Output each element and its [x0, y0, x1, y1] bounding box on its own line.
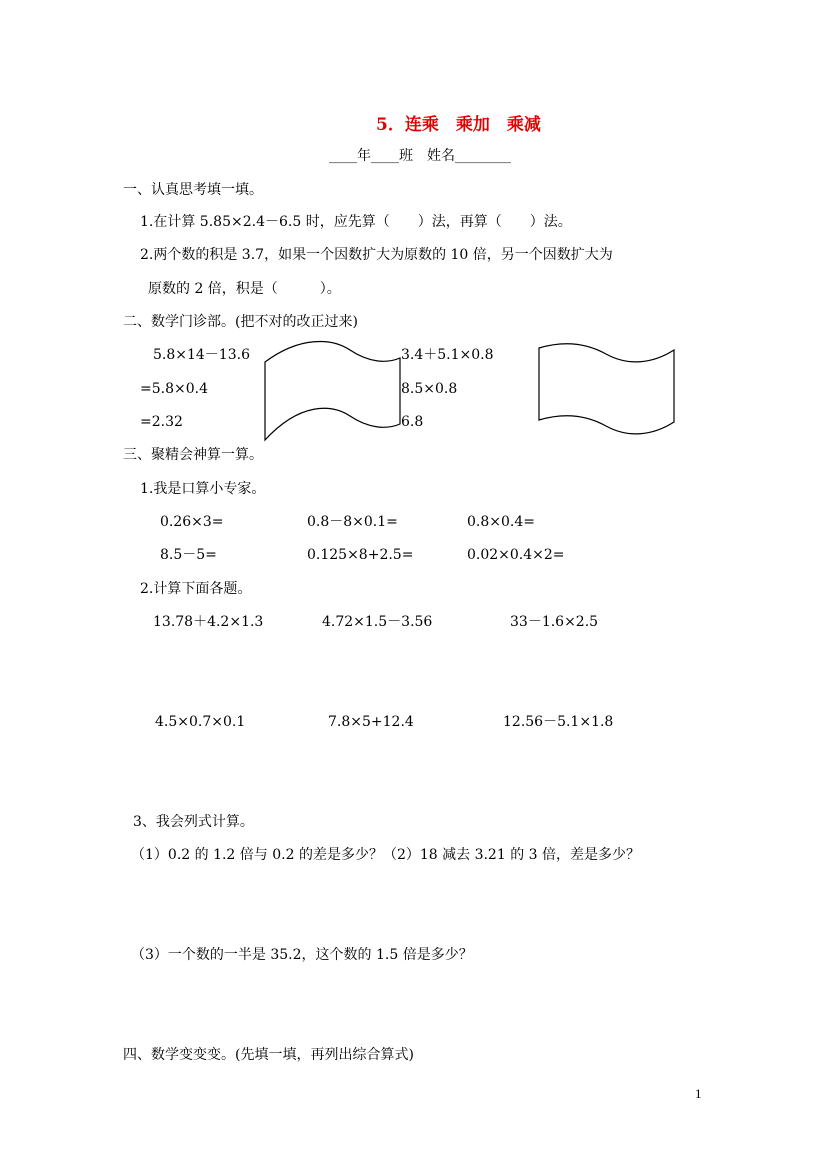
question-1-2-line2: 原数的 2 倍，积是（ ）。	[148, 281, 341, 297]
correction-box-left	[262, 340, 407, 446]
correction-box-right	[536, 340, 679, 440]
error-calc-left-line3: =2.32	[140, 414, 183, 430]
class-name-line: ____年____班 姓名________	[329, 148, 511, 164]
calc-heading: 2.计算下面各题。	[140, 581, 252, 597]
word-problem-heading: 3、我会列式计算。	[133, 814, 254, 830]
oral-problem: 0.125×8+2.5=	[307, 547, 414, 563]
calc-problem: 33－1.6×2.5	[510, 614, 599, 630]
oral-problem: 0.8－8×0.1=	[307, 514, 398, 530]
error-calc-left-line1: 5.8×14－13.6	[153, 347, 250, 363]
page-number: 1	[695, 1086, 702, 1101]
error-calc-right-line2: 8.5×0.8	[401, 381, 458, 397]
calc-problem: 4.5×0.7×0.1	[155, 714, 246, 730]
oral-problem: 8.5－5=	[160, 547, 217, 563]
section-3-heading: 三、聚精会神算一算。	[123, 447, 263, 463]
oral-calc-heading: 1.我是口算小专家。	[140, 481, 266, 497]
error-calc-right-line3: 6.8	[401, 414, 424, 430]
error-calc-left-line2: =5.8×0.4	[140, 381, 208, 397]
question-1-2-line1: 2.两个数的积是 3.7，如果一个因数扩大为原数的 10 倍，另一个因数扩大为	[140, 247, 613, 263]
calc-problem: 7.8×5+12.4	[328, 714, 414, 730]
oral-problem: 0.8×0.4=	[467, 514, 535, 530]
question-1-1: 1.在计算 5.85×2.4－6.5 时，应先算（ ）法，再算（ ）法。	[140, 214, 572, 230]
calc-problem: 13.78＋4.2×1.3	[153, 614, 264, 630]
section-1-heading: 一、认真思考填一填。	[123, 182, 263, 198]
section-2-heading: 二、数学门诊部。(把不对的改正过来)	[123, 314, 358, 330]
calc-problem: 4.72×1.5－3.56	[322, 614, 433, 630]
oral-problem: 0.26×3=	[160, 514, 224, 530]
calc-problem: 12.56－5.1×1.8	[503, 714, 614, 730]
word-problem-3: （3）一个数的一半是 35.2，这个数的 1.5 倍是多少？	[131, 947, 473, 963]
oral-problem: 0.02×0.4×2=	[467, 547, 565, 563]
worksheet-title: 5．连乘 乘加 乘减	[376, 115, 541, 135]
section-4-heading: 四、数学变变变。(先填一填，再列出综合算式)	[123, 1047, 414, 1063]
error-calc-right-line1: 3.4＋5.1×0.8	[401, 347, 494, 363]
word-problem-1-2: （1）0.2 的 1.2 倍与 0.2 的差是多少？（2）18 减去 3.21 的 3 倍，差是多少？	[131, 847, 641, 863]
